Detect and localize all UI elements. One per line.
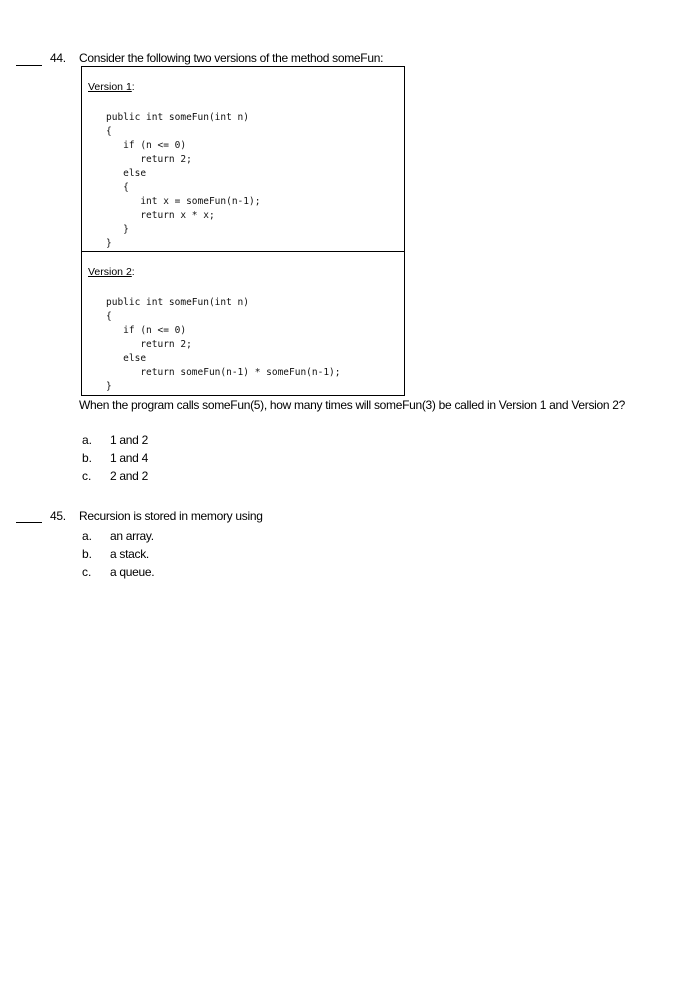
- option-letter-45-a: a.: [82, 529, 93, 543]
- version-2-label: [88, 266, 135, 278]
- option-letter-45-b: b.: [82, 547, 93, 561]
- question-prompt-45: Recursion is stored in memory using: [79, 509, 263, 523]
- option-text-44-c[interactable]: 2 and 2: [110, 469, 148, 483]
- option-text-45-b[interactable]: a stack.: [110, 547, 149, 561]
- option-letter-45-c: c.: [82, 565, 92, 579]
- option-text-45-c[interactable]: a queue.: [110, 565, 155, 579]
- version-1-label-colon: :: [131, 81, 135, 93]
- option-text-44-b[interactable]: 1 and 4: [110, 451, 148, 465]
- option-letter-44-b: b.: [82, 451, 93, 465]
- option-letter-44-c: c.: [82, 469, 92, 483]
- question-text-44: When the program calls someFun(5), how many times will someFun(3) be called in Version 1 and Version 2?: [79, 398, 626, 412]
- version-2-panel: [82, 252, 404, 395]
- option-text-44-a[interactable]: 1 and 2: [110, 433, 148, 447]
- version-2-label-text: Version 2: [88, 266, 132, 278]
- version-1-panel: [82, 67, 404, 252]
- question-number-44: 44.: [50, 51, 66, 65]
- version-1-code: public int someFun(int n) { if (n <= 0) return 2; else { int x = someFun(n-1); return x * x; } }: [106, 112, 261, 249]
- version-1-label-text: Version 1: [88, 81, 132, 93]
- answer-blank-45[interactable]: [16, 522, 42, 523]
- version-1-label: [88, 81, 135, 93]
- answer-blank-44[interactable]: [16, 65, 42, 66]
- version-2-label-colon: :: [131, 266, 135, 278]
- question-prompt-44: Consider the following two versions of the method someFun:: [79, 51, 384, 65]
- code-box: [81, 66, 405, 396]
- option-text-45-a[interactable]: an array.: [110, 529, 154, 543]
- option-letter-44-a: a.: [82, 433, 93, 447]
- version-2-code: public int someFun(int n) { if (n <= 0) return 2; else return someFun(n-1) * someFun(n-1); }: [106, 297, 341, 392]
- question-number-45: 45.: [50, 509, 66, 523]
